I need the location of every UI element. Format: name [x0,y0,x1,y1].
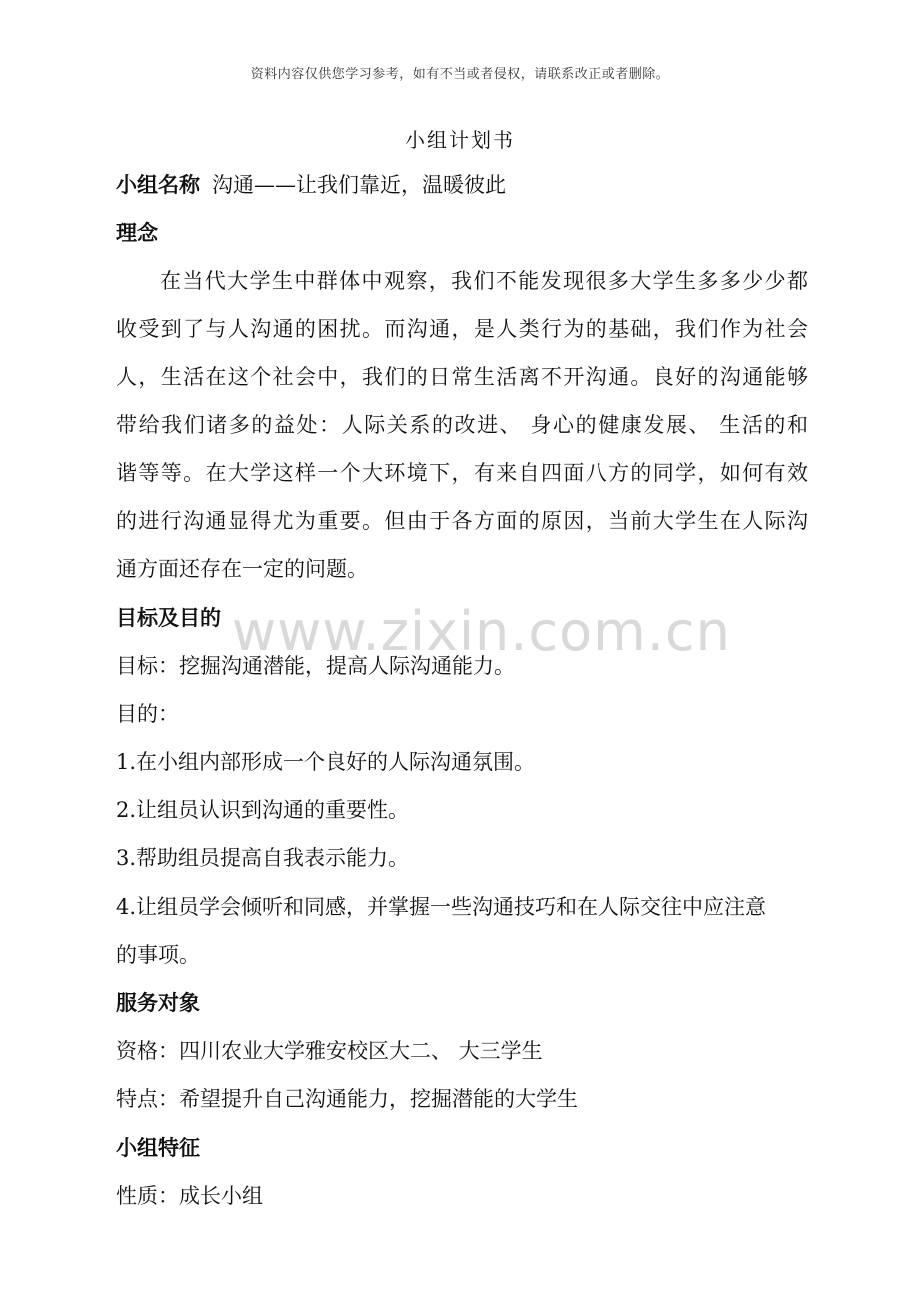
features-heading: 小组特征 [116,1136,200,1160]
purpose-item-2: 2.让组员认识到沟通的重要性。 [116,798,410,822]
service-traits: 特点：希望提升自己沟通能力，挖掘潜能的大学生 [116,1087,578,1111]
purpose-label: 目的： [116,702,179,726]
philosophy-line-7: 通方面还存在一定的问题。 [116,557,368,581]
purpose-item-1: 1.在小组内部形成一个良好的人际沟通氛围。 [116,750,536,774]
philosophy-line-4: 带给我们诸多的益处：人际关系的改进、 身心的健康发展、 生活的和 [116,413,808,437]
goals-heading: 目标及目的 [116,606,221,630]
philosophy-heading: 理念 [116,221,158,245]
philosophy-line-2: 收受到了与人沟通的困扰。而沟通，是人类行为的基础，我们作为社会 [116,317,808,341]
purpose-item-4-continued: 的事项。 [116,943,200,967]
philosophy-line-3: 人，生活在这个社会中，我们的日常生活离不开沟通。良好的沟通能够 [116,365,808,389]
disclaimer-note: 资料内容仅供您学习参考，如有不当或者侵权，请联系改正或者删除。 [250,67,670,82]
philosophy-line-5: 谐等等。在大学这样一个大环境下，有来自四面八方的同学，如何有效 [116,461,808,485]
features-nature: 性质：成长小组 [116,1184,263,1208]
philosophy-line-1: 在当代大学生中群体中观察，我们不能发现很多大学生多多少少都 [160,269,808,293]
goal-line: 目标：挖掘沟通潜能，提高人际沟通能力。 [116,654,515,678]
purpose-item-4: 4.让组员学会倾听和同感，并掌握一些沟通技巧和在人际交往中应注意 [116,895,767,919]
group-name-value: 沟通——让我们靠近，温暖彼此 [212,173,506,197]
service-heading: 服务对象 [116,991,200,1015]
group-name-label: 小组名称 [116,173,200,197]
purpose-item-3: 3.帮助组员提高自我表示能力。 [116,846,410,870]
philosophy-line-6: 的进行沟通显得尤为重要。但由于各方面的原因，当前大学生在人际沟 [116,509,808,533]
document-title: 小组计划书 [405,128,515,152]
service-qualification: 资格：四川农业大学雅安校区大二、 大三学生 [116,1039,543,1063]
group-name-line [116,171,506,199]
watermark: www.zixin.com.cn [232,600,731,663]
